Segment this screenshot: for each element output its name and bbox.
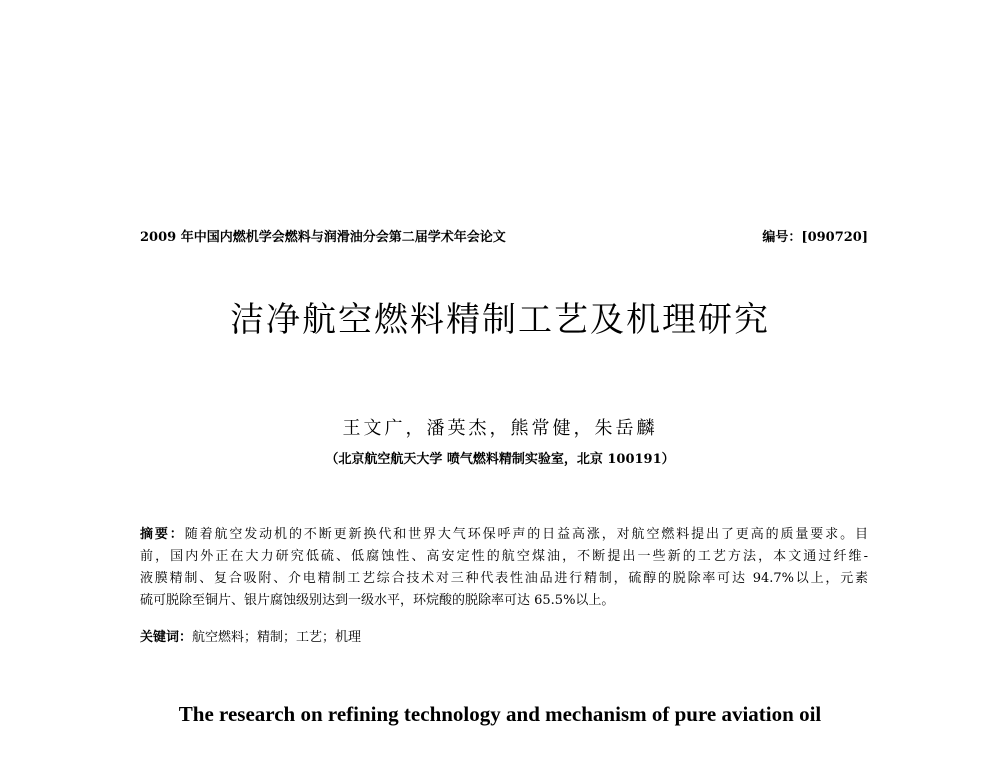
paper-header xyxy=(140,226,868,248)
abstract-line-4: 硫可脱除至铜片、银片腐蚀级别达到一级水平，环烷酸的脱除率可达 65.5%以上。 xyxy=(140,593,615,608)
keywords-label: 关键词： xyxy=(140,630,193,645)
abstract-line-1 xyxy=(140,524,868,546)
abstract-label: 摘要： xyxy=(140,527,185,542)
paper-serial-number: 编号：[090720] xyxy=(762,230,868,245)
abstract-line-3: 液膜精制、复合吸附、介电精制工艺综合技术对三种代表性油品进行精制，硫醇的脱除率可达 94.7%以上，元素 xyxy=(140,571,868,586)
abstract-block xyxy=(140,524,868,612)
keywords-text: 航空燃料；精制；工艺；机理 xyxy=(192,630,362,645)
author-affiliation: （北京航空航天大学 喷气燃料精制实验室，北京 100191） xyxy=(325,452,675,467)
abstract-text-1: 随着航空发动机的不断更新换代和世界大气环保呼声的日益高涨，对航空燃料提出了更高的质量要求。目 xyxy=(184,527,868,542)
conference-line: 2009 年中国内燃机学会燃料与润滑油分会第二届学术年会论文 xyxy=(140,230,506,245)
keywords-line xyxy=(140,626,868,645)
english-title: The research on refining technology and mechanism of pure aviation oil xyxy=(178,702,822,726)
author-list: 王文广，潘英杰，熊常健，朱岳麟 xyxy=(342,418,658,439)
abstract-line-2: 前，国内外正在大力研究低硫、低腐蚀性、高安定性的航空煤油，不断提出一些新的工艺方法，本文通过纤维- xyxy=(140,549,868,564)
paper-title: 洁净航空燃料精制工艺及机理研究 xyxy=(230,300,770,340)
